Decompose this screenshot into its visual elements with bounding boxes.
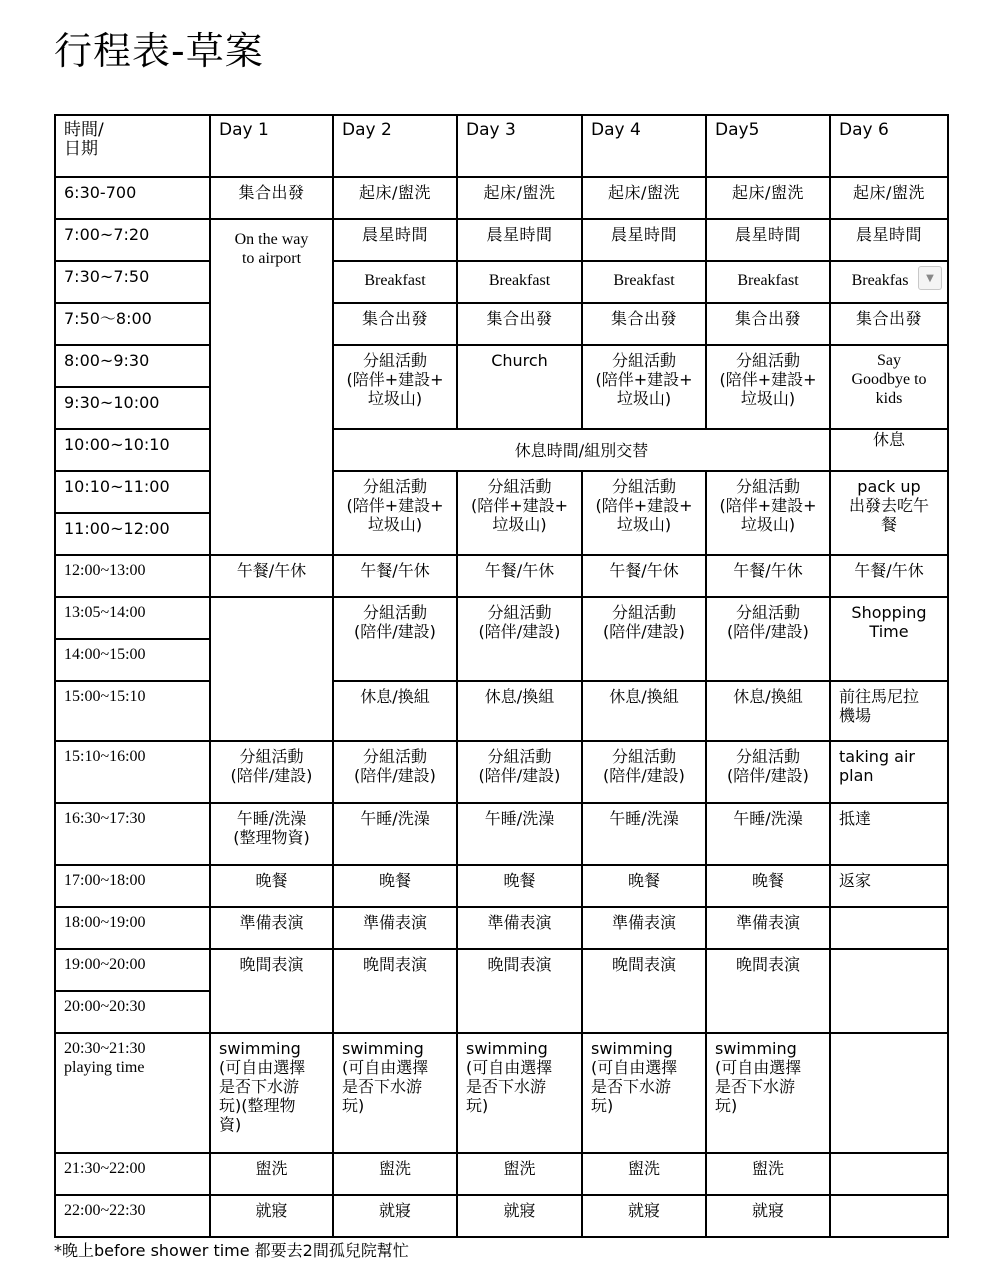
time-cell: 11:00~12:00 [55, 513, 210, 555]
schedule-cell: 就寢 [706, 1195, 830, 1237]
schedule-cell: 分組活動 (陪伴/建設) [210, 741, 333, 803]
schedule-cell: 分組活動 (陪伴/建設) [333, 741, 457, 803]
schedule-table [54, 114, 949, 1238]
header-day-6: Day 6 [830, 115, 948, 177]
schedule-cell: 晚餐 [706, 865, 830, 907]
schedule-cell: 晨星時間 [457, 219, 582, 261]
schedule-cell: Say Goodbye to kids [830, 345, 948, 429]
schedule-cell: 晚餐 [333, 865, 457, 907]
schedule-cell: 晚間表演 [457, 949, 582, 1033]
schedule-cell: 休息/換組 [706, 681, 830, 741]
header-day-2: Day 2 [333, 115, 457, 177]
schedule-cell: 分組活動 (陪伴+建設+ 垃圾山) [333, 471, 457, 555]
time-cell: 17:00~18:00 [55, 865, 210, 907]
schedule-cell: 分組活動 (陪伴/建設) [457, 597, 582, 681]
schedule-cell: 就寢 [210, 1195, 333, 1237]
schedule-cell: 晨星時間 [582, 219, 706, 261]
schedule-cell: 休息/換組 [457, 681, 582, 741]
header-corner: 時間/ 日期 [55, 115, 210, 177]
time-cell: 8:00~9:30 [55, 345, 210, 387]
header-day-4: Day 4 [582, 115, 706, 177]
schedule-cell: swimming (可自由選擇 是否下水游 玩) [582, 1033, 706, 1153]
time-cell: 6:30-700 [55, 177, 210, 219]
schedule-cell: swimming (可自由選擇 是否下水游 玩) [333, 1033, 457, 1153]
time-cell: 12:00~13:00 [55, 555, 210, 597]
time-cell: 15:10~16:00 [55, 741, 210, 803]
time-cell: 20:30~21:30 playing time [55, 1033, 210, 1153]
schedule-cell: 返家 [830, 865, 948, 907]
schedule-cell: Breakfast [457, 261, 582, 303]
schedule-cell: 休息/換組 [333, 681, 457, 741]
schedule-cell-empty [830, 1195, 948, 1237]
schedule-cell: 分組活動 (陪伴/建設) [582, 741, 706, 803]
schedule-cell: 抵達 [830, 803, 948, 865]
schedule-cell: 起床/盥洗 [706, 177, 830, 219]
schedule-cell: 分組活動 (陪伴+建設+ 垃圾山) [457, 471, 582, 555]
schedule-cell: 分組活動 (陪伴/建設) [582, 597, 706, 681]
schedule-cell: 休息時間/組別交替 [333, 429, 830, 471]
schedule-cell: 盥洗 [457, 1153, 582, 1195]
schedule-cell: 晚間表演 [333, 949, 457, 1033]
schedule-cell: 準備表演 [333, 907, 457, 949]
time-cell: 9:30~10:00 [55, 387, 210, 429]
header-day-1: Day 1 [210, 115, 333, 177]
schedule-cell: 起床/盥洗 [333, 177, 457, 219]
schedule-cell: 晨星時間 [706, 219, 830, 261]
header-day-3: Day 3 [457, 115, 582, 177]
schedule-cell: 分組活動 (陪伴+建設+ 垃圾山) [706, 471, 830, 555]
time-cell: 7:00~7:20 [55, 219, 210, 261]
schedule-cell-empty [830, 1153, 948, 1195]
schedule-cell: 就寢 [457, 1195, 582, 1237]
schedule-cell: 午餐/午休 [582, 555, 706, 597]
schedule-cell: 晚間表演 [582, 949, 706, 1033]
schedule-cell: 晚間表演 [210, 949, 333, 1033]
schedule-cell: Breakfast [582, 261, 706, 303]
schedule-cell: 午睡/洗澡 [457, 803, 582, 865]
schedule-cell: 前往馬尼拉 機場 [830, 681, 948, 741]
schedule-cell: Church [457, 345, 582, 429]
time-cell: 21:30~22:00 [55, 1153, 210, 1195]
schedule-cell: 午餐/午休 [210, 555, 333, 597]
schedule-cell: Breakfas [830, 261, 948, 303]
page-title: 行程表-草案 [54, 29, 264, 73]
schedule-cell: 準備表演 [706, 907, 830, 949]
schedule-cell: 集合出發 [333, 303, 457, 345]
schedule-cell: 準備表演 [582, 907, 706, 949]
schedule-cell: 集合出發 [830, 303, 948, 345]
schedule-cell: Shopping Time [830, 597, 948, 681]
time-cell: 10:10~11:00 [55, 471, 210, 513]
chevron-down-icon[interactable]: ▼ [918, 266, 942, 290]
schedule-cell: 盥洗 [706, 1153, 830, 1195]
schedule-cell: 盥洗 [333, 1153, 457, 1195]
time-cell: 16:30~17:30 [55, 803, 210, 865]
schedule-cell: 分組活動 (陪伴+建設+ 垃圾山) [582, 345, 706, 429]
schedule-cell: 晚餐 [210, 865, 333, 907]
footnote: *晚上before shower time 都要去2間孤兒院幫忙 [54, 1241, 409, 1260]
time-cell: 22:00~22:30 [55, 1195, 210, 1237]
schedule-cell: 就寢 [333, 1195, 457, 1237]
time-cell: 14:00~15:00 [55, 639, 210, 681]
time-cell: 7:50～8:00 [55, 303, 210, 345]
schedule-cell: 分組活動 (陪伴/建設) [457, 741, 582, 803]
schedule-cell: 就寢 [582, 1195, 706, 1237]
schedule-cell: 集合出發 [582, 303, 706, 345]
schedule-cell-empty [830, 1033, 948, 1153]
time-cell: 15:00~15:10 [55, 681, 210, 741]
schedule-cell: 盥洗 [582, 1153, 706, 1195]
schedule-cell: taking air plan [830, 741, 948, 803]
schedule-cell: 晨星時間 [830, 219, 948, 261]
schedule-cell: 午睡/洗澡 (整理物資) [210, 803, 333, 865]
schedule-cell: 分組活動 (陪伴+建設+ 垃圾山) [333, 345, 457, 429]
schedule-cell: On the way to airport [210, 219, 333, 555]
schedule-cell: 晚餐 [582, 865, 706, 907]
schedule-cell: 起床/盥洗 [582, 177, 706, 219]
schedule-cell: 午餐/午休 [830, 555, 948, 597]
schedule-cell: 分組活動 (陪伴+建設+ 垃圾山) [706, 345, 830, 429]
schedule-cell-empty [830, 907, 948, 949]
schedule-cell: 集合出發 [706, 303, 830, 345]
schedule-cell: 午睡/洗澡 [582, 803, 706, 865]
schedule-cell: 晚間表演 [706, 949, 830, 1033]
schedule-cell: 休息/換組 [582, 681, 706, 741]
schedule-cell: pack up 出發去吃午 餐 [830, 471, 948, 555]
schedule-cell: Breakfast [333, 261, 457, 303]
schedule-cell: 午餐/午休 [457, 555, 582, 597]
schedule-cell: 分組活動 (陪伴/建設) [706, 741, 830, 803]
time-cell: 10:00~10:10 [55, 429, 210, 471]
schedule-cell: 起床/盥洗 [457, 177, 582, 219]
schedule-cell: swimming (可自由選擇 是否下水游 玩) [457, 1033, 582, 1153]
schedule-cell: 午餐/午休 [333, 555, 457, 597]
schedule-cell: 準備表演 [210, 907, 333, 949]
schedule-cell: 午睡/洗澡 [333, 803, 457, 865]
schedule-cell: swimming (可自由選擇 是否下水游 玩)(整理物 資) [210, 1033, 333, 1153]
schedule-cell: swimming (可自由選擇 是否下水游 玩) [706, 1033, 830, 1153]
time-cell: 13:05~14:00 [55, 597, 210, 639]
schedule-cell: 集合出發 [457, 303, 582, 345]
schedule-cell-empty [210, 597, 333, 741]
schedule-cell: 起床/盥洗 [830, 177, 948, 219]
time-cell: 19:00~20:00 [55, 949, 210, 991]
schedule-cell: 午睡/洗澡 [706, 803, 830, 865]
header-day-5: Day5 [706, 115, 830, 177]
schedule-cell: 分組活動 (陪伴/建設) [333, 597, 457, 681]
time-cell: 18:00~19:00 [55, 907, 210, 949]
schedule-cell: 盥洗 [210, 1153, 333, 1195]
schedule-cell: 晨星時間 [333, 219, 457, 261]
time-cell: 20:00~20:30 [55, 991, 210, 1033]
schedule-cell-empty [830, 949, 948, 1033]
schedule-cell: 分組活動 (陪伴+建設+ 垃圾山) [582, 471, 706, 555]
schedule-cell: 晚餐 [457, 865, 582, 907]
time-cell: 7:30~7:50 [55, 261, 210, 303]
schedule-cell: Breakfast [706, 261, 830, 303]
schedule-cell: 分組活動 (陪伴/建設) [706, 597, 830, 681]
schedule-cell: 休息 [830, 429, 948, 471]
schedule-cell: 午餐/午休 [706, 555, 830, 597]
schedule-cell: 準備表演 [457, 907, 582, 949]
schedule-cell: 集合出發 [210, 177, 333, 219]
